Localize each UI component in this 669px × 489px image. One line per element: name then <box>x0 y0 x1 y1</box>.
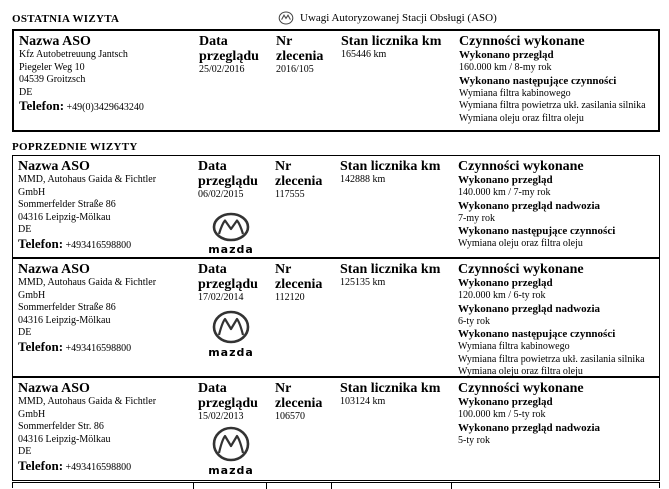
phone-row <box>18 340 196 356</box>
mazda-logo <box>201 212 261 256</box>
mazda-logo-small-icon <box>278 10 294 26</box>
work-line: 7-my rok <box>458 212 495 224</box>
service-date: 15/02/2013 <box>198 411 244 422</box>
next-visit-card-edge <box>12 482 660 488</box>
last-visit-date-cell <box>199 34 269 77</box>
work-header: Czynności wykonane <box>458 262 584 277</box>
work-group-title: Wykonano przegląd <box>459 49 554 61</box>
mazda-emblem-icon <box>201 309 261 345</box>
work-line: 120.000 km / 6-ty rok <box>458 290 546 301</box>
date-header-line: Data <box>199 34 228 49</box>
aso-line: MMD, Autohaus Gaida & Fichtler <box>18 277 157 288</box>
work-line: Wymiana filtra kabinowego <box>459 87 571 99</box>
last-visit-aso-cell <box>19 34 197 115</box>
phone-label: Telefon: <box>18 235 64 251</box>
order-header-line: zlecenia <box>275 277 323 292</box>
date-header-line: przeglądu <box>198 174 258 189</box>
odometer-header: Stan licznika km <box>340 262 441 277</box>
aso-cell <box>18 262 196 356</box>
work-group-title: Wykonano przegląd <box>458 396 553 408</box>
order-number: 112120 <box>275 292 305 303</box>
date-header-line: przeglądu <box>199 49 259 64</box>
work-line: Wymiana filtra powietrza ukł. zasilania silnika <box>458 353 645 365</box>
order-cell <box>275 262 335 305</box>
order-header-line: zlecenia <box>276 49 324 64</box>
mazda-emblem-icon <box>201 425 261 463</box>
odometer-value: 142888 km <box>340 174 386 185</box>
aso-line: Kfz Autobetreuung Jantsch <box>19 49 128 60</box>
work-line: Wymiana oleju oraz filtra oleju <box>458 366 583 377</box>
phone-row <box>18 459 196 475</box>
work-line: Wymiana oleju oraz filtra oleju <box>459 112 584 124</box>
work-group-title: Wykonano przegląd nadwozia <box>458 421 601 434</box>
odometer-cell <box>340 262 455 290</box>
aso-notes-label <box>278 10 497 26</box>
aso-header: Nazwa ASO <box>18 159 90 174</box>
last-visit-work-cell <box>459 34 669 125</box>
work-header: Czynności wykonane <box>458 159 584 174</box>
previous-visits-section-title: POPRZEDNIE WIZYTY <box>12 141 138 153</box>
aso-line: Piegeler Weg 10 <box>19 61 85 73</box>
service-date: 17/02/2014 <box>198 292 244 303</box>
odometer-value: 165446 km <box>341 49 387 60</box>
last-visit-odometer-cell <box>341 34 456 62</box>
date-cell <box>198 381 268 424</box>
aso-line: DE <box>18 327 32 338</box>
aso-line: MMD, Autohaus Gaida & Fichtler <box>18 396 157 407</box>
phone-number: +493416598800 <box>65 461 132 473</box>
odometer-header: Stan licznika km <box>340 159 441 174</box>
work-cell <box>458 262 669 379</box>
aso-line: 04539 Groitzsch <box>19 74 86 85</box>
phone-number: +493416598800 <box>65 239 132 251</box>
date-cell <box>198 262 268 305</box>
work-line: 140.000 km / 7-my rok <box>458 187 551 198</box>
last-visit-section-title: OSTATNIA WIZYTA <box>12 13 120 25</box>
odometer-value: 103124 km <box>340 396 386 407</box>
odometer-cell <box>340 381 455 409</box>
order-header-line: Nr <box>275 159 292 174</box>
last-visit-card <box>12 29 660 132</box>
odometer-cell <box>340 159 455 187</box>
mazda-emblem-icon <box>201 212 261 242</box>
work-group-title: Wykonano przegląd nadwozia <box>458 302 601 315</box>
phone-number: +493416598800 <box>65 342 132 354</box>
column-divider <box>193 483 194 489</box>
order-header-line: zlecenia <box>275 396 323 411</box>
work-group-title: Wykonano następujące czynności <box>458 328 616 340</box>
date-cell <box>198 159 268 202</box>
previous-visit-card <box>12 377 660 481</box>
aso-line: GmbH <box>18 186 46 198</box>
order-number: 117555 <box>275 189 305 200</box>
mazda-logo <box>201 309 261 359</box>
aso-line: MMD, Autohaus Gaida & Fichtler <box>18 174 157 185</box>
mazda-logo <box>201 425 261 477</box>
phone-label: Telefon: <box>18 457 64 473</box>
last-visit-order-cell <box>276 34 336 77</box>
odometer-header: Stan licznika km <box>340 381 441 396</box>
aso-notes-text: Uwagi Autoryzowanej Stacji Obsługi (ASO) <box>300 12 497 24</box>
service-date: 25/02/2016 <box>199 64 245 75</box>
work-group-title: Wykonano przegląd nadwozia <box>458 199 601 212</box>
work-cell <box>458 381 669 447</box>
phone-row <box>19 99 197 115</box>
date-header-line: Data <box>198 159 227 174</box>
phone-row <box>18 237 196 253</box>
mazda-logo-text: mazda <box>208 346 254 359</box>
mazda-logo-text: mazda <box>208 243 254 256</box>
work-header: Czynności wykonane <box>459 34 585 49</box>
odometer-header: Stan licznika km <box>341 34 442 49</box>
aso-line: 04316 Leipzig-Mölkau <box>18 211 111 223</box>
order-header-line: Nr <box>275 262 292 277</box>
work-header: Czynności wykonane <box>458 381 584 396</box>
order-cell <box>275 381 335 424</box>
aso-line: GmbH <box>18 289 46 301</box>
work-cell <box>458 159 669 251</box>
order-header-line: zlecenia <box>275 174 323 189</box>
work-group-title: Wykonano przegląd <box>458 174 553 186</box>
phone-label: Telefon: <box>19 98 65 113</box>
date-header-line: przeglądu <box>198 277 258 292</box>
aso-header: Nazwa ASO <box>18 381 90 396</box>
work-line: 160.000 km / 8-my rok <box>459 62 552 73</box>
aso-header: Nazwa ASO <box>19 34 91 49</box>
aso-cell <box>18 381 196 475</box>
phone-number: +49(0)3429643240 <box>66 102 144 113</box>
aso-line: 04316 Leipzig-Mölkau <box>18 433 111 445</box>
aso-line: Sommerfelder Straße 86 <box>18 199 116 210</box>
work-line: Wymiana oleju oraz filtra oleju <box>458 238 583 249</box>
column-divider <box>331 483 332 489</box>
work-line: 6-ty rok <box>458 315 490 327</box>
date-header-line: Data <box>198 262 227 277</box>
aso-line: 04316 Leipzig-Mölkau <box>18 314 111 326</box>
order-header-line: Nr <box>275 381 292 396</box>
aso-line: GmbH <box>18 408 46 420</box>
date-header-line: przeglądu <box>198 396 258 411</box>
mazda-logo-text: mazda <box>208 464 254 477</box>
work-group-title: Wykonano przegląd <box>458 277 553 289</box>
aso-line: DE <box>18 446 32 457</box>
order-number: 106570 <box>275 411 305 422</box>
aso-line: DE <box>18 224 32 235</box>
aso-line: Sommerfelder Str. 86 <box>18 421 104 432</box>
service-date: 06/02/2015 <box>198 189 244 200</box>
column-divider <box>266 483 267 489</box>
aso-cell <box>18 159 196 253</box>
work-line: Wymiana filtra kabinowego <box>458 341 570 352</box>
order-cell <box>275 159 335 202</box>
work-group-title: Wykonano następujące czynności <box>458 225 616 237</box>
aso-line: Sommerfelder Straße 86 <box>18 302 116 313</box>
odometer-value: 125135 km <box>340 277 386 288</box>
order-header-line: Nr <box>276 34 293 49</box>
work-line: 100.000 km / 5-ty rok <box>458 409 546 420</box>
aso-line: DE <box>19 86 33 98</box>
work-line: 5-ty rok <box>458 434 490 446</box>
aso-header: Nazwa ASO <box>18 262 90 277</box>
work-group-title: Wykonano następujące czynności <box>459 74 617 87</box>
previous-visit-card <box>12 258 660 377</box>
phone-label: Telefon: <box>18 338 64 354</box>
column-divider <box>451 483 452 489</box>
previous-visit-card <box>12 155 660 258</box>
order-number: 2016/105 <box>276 64 314 75</box>
work-line: Wymiana filtra powietrza ukł. zasilania silnika <box>459 100 646 111</box>
date-header-line: Data <box>198 381 227 396</box>
